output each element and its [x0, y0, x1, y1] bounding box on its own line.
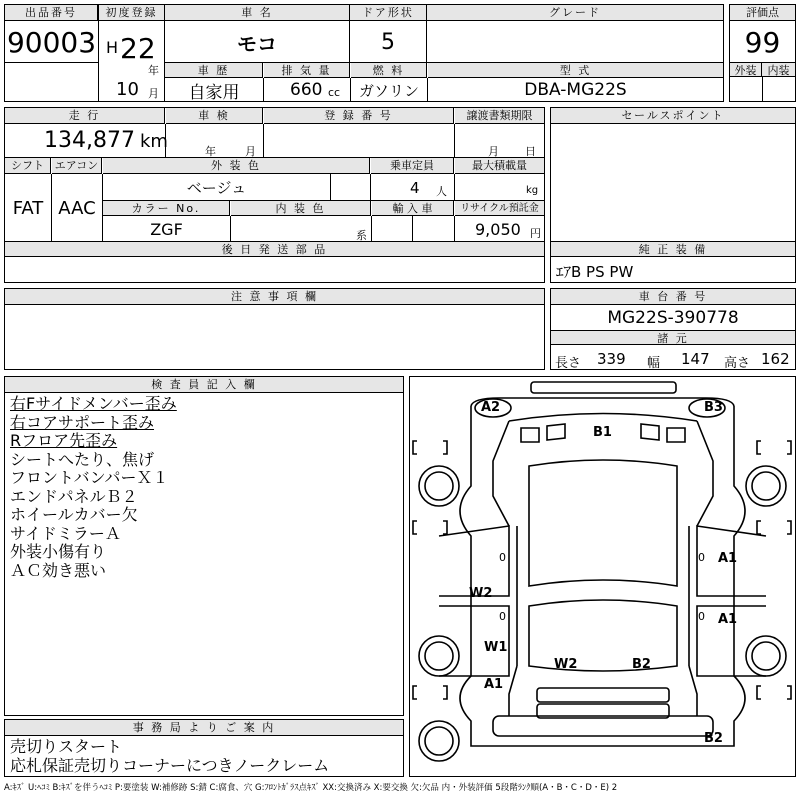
- import-sub: [412, 216, 413, 241]
- score-label: 評価点: [730, 5, 795, 21]
- later-parts-label: 後 日 発 送 部 品: [5, 242, 544, 257]
- import-label: 輸 入 車: [372, 201, 454, 216]
- inspector-line: サイドミラーＡ: [10, 523, 121, 543]
- mileage: 134,877: [44, 128, 135, 153]
- displacement-unit: cc: [328, 86, 341, 99]
- inspector-lines: [10, 395, 400, 580]
- lot-no: 90003: [6, 25, 97, 59]
- aircon-label: エアコン: [52, 158, 102, 174]
- color-no-right: [230, 216, 231, 241]
- mark-zero-3: 0: [499, 610, 506, 623]
- first-reg-year: 22: [120, 32, 156, 65]
- insp-month-unit: 月: [245, 145, 256, 158]
- height-label: 高さ: [724, 356, 751, 371]
- ext-color-right: [370, 174, 371, 200]
- transfer-label: 譲渡書類期限: [455, 108, 544, 124]
- notes-label: 注 意 事 項 欄: [5, 289, 544, 305]
- inspector-line: ＡＣ効き悪い: [10, 560, 107, 580]
- ext-color-label: 外 装 色: [103, 158, 370, 174]
- mark-w2-left: W2: [469, 586, 493, 601]
- sales-point-label: セールスポイント: [551, 108, 795, 124]
- interior-label: 内装: [762, 62, 795, 77]
- mileage-unit: km: [140, 131, 168, 152]
- shift: FAT: [12, 197, 44, 219]
- inspector-line: 外装小傷有り: [10, 542, 107, 561]
- mark-zero-4: 0: [698, 610, 705, 623]
- recycle: 9,050: [475, 220, 521, 239]
- genuine-label: 純 正 装 備: [551, 242, 795, 257]
- inspection-right: [263, 124, 264, 157]
- office-label: 事 務 局 よ り ご 案 内: [5, 720, 403, 736]
- int-color-label: 内 装 色: [231, 201, 371, 216]
- score-sub-divider: [762, 77, 763, 101]
- recycle-unit: 円: [530, 227, 541, 240]
- history-label: 車 歴: [165, 63, 263, 78]
- car-name: モコ: [237, 31, 277, 56]
- length-label: 長さ: [555, 356, 582, 371]
- capacity-unit: 人: [436, 185, 447, 198]
- mark-b1: B1: [593, 425, 612, 440]
- insp-year-unit: 年: [205, 145, 216, 158]
- inspector-line: エンドパネルＢ２: [10, 486, 138, 506]
- ext-color-sub: [330, 174, 331, 200]
- lot-divider: [5, 62, 98, 63]
- int-color-unit: 系: [356, 229, 367, 242]
- lot-no-label: 出品番号: [5, 5, 98, 21]
- transfer-month: 月: [488, 145, 499, 158]
- displacement: 660: [290, 80, 323, 100]
- mark-b2-bottom: B2: [704, 731, 723, 746]
- model-label: 型 式: [428, 63, 723, 78]
- mileage-label: 走 行: [5, 108, 165, 124]
- mark-a1-rr: A1: [718, 612, 738, 627]
- mark-a1-left: A1: [484, 677, 504, 692]
- mark-w2-rear: W2: [554, 657, 578, 672]
- inspector-line: シートへたり、焦げ: [10, 449, 155, 469]
- inspector-line: フロントバンパーＸ１: [10, 468, 169, 487]
- width-label: 幅: [647, 356, 661, 371]
- aircon: AAC: [58, 197, 96, 219]
- doors: 5: [381, 29, 395, 55]
- door-label: ドア形状: [350, 5, 426, 21]
- width: 147: [681, 350, 710, 368]
- mark-b3: B3: [704, 400, 723, 415]
- displacement-label: 排 気 量: [264, 63, 350, 78]
- legend: A:ｷｽﾞ U:ﾍｺﾐ B:ｷｽﾞを伴うﾍｺﾐ P:要塗装 W:補修跡 S:錆 C:腐食、穴 G:ﾌﾛﾝﾄｶﾞﾗｽ点ｷｽﾞ XX:交換済み X:要交換 欠:欠品 内・外装評価 5段階ﾗﾝｸ順(A・B・C・D・E) 2: [4, 783, 618, 793]
- import-right: [454, 216, 455, 241]
- capacity-right: [454, 174, 455, 200]
- transfer-day: 日: [525, 145, 536, 158]
- chassis-label: 車 台 番 号: [551, 289, 795, 305]
- first-reg-label: 初度登録: [99, 5, 164, 21]
- mark-b2-rear: B2: [632, 657, 651, 672]
- office-line: 応札保証売切りコーナーにつきノークレーム: [10, 756, 330, 775]
- history-right-border: [263, 78, 264, 101]
- length: 339: [597, 350, 626, 368]
- inspection-label: 車 検: [166, 108, 263, 124]
- history: 自家用: [188, 82, 240, 103]
- specs-label: 諸 元: [551, 330, 795, 345]
- shift-label: シフト: [5, 158, 51, 174]
- inspector-line: 右Fサイドメンバー歪み: [10, 394, 177, 413]
- grade-label: グレード: [427, 5, 723, 21]
- chassis-number: MG22S-390778: [607, 308, 739, 328]
- recycle-label: リサイクル預託金: [455, 201, 544, 216]
- office-line: 売切りスタート: [10, 737, 123, 756]
- genuine: ｴｱB PS PW: [556, 263, 634, 281]
- grade: [427, 22, 723, 62]
- first-reg-month-unit: 月: [148, 87, 159, 100]
- inspector-line: 右コアサポート歪み: [10, 412, 155, 432]
- exterior-label: 外装: [730, 62, 762, 77]
- reg-no-label: 登 録 番 号: [264, 108, 454, 124]
- shift-vline: [51, 174, 52, 241]
- first-reg-era: H: [106, 38, 119, 57]
- inspector-line: ホイールカバー欠: [10, 505, 138, 524]
- first-reg-month: 10: [116, 79, 139, 100]
- inspector-label: 検 査 員 記 入 欄: [5, 377, 403, 393]
- score: 99: [744, 25, 781, 59]
- mark-zero-1: 0: [499, 551, 506, 564]
- mark-zero-2: 0: [698, 551, 705, 564]
- reg-no-right: [454, 124, 455, 157]
- capacity: 4: [410, 179, 420, 197]
- mark-a2: A2: [481, 400, 501, 415]
- color-no: ZGF: [150, 219, 183, 239]
- mark-a1-rf: A1: [718, 551, 738, 566]
- mileage-right: [165, 124, 166, 157]
- car-name-label: 車 名: [165, 5, 349, 21]
- fuel: ガソリン: [358, 81, 419, 100]
- height: 162: [761, 350, 790, 368]
- color-no-label: カラー No.: [103, 201, 230, 216]
- ext-color: ベージュ: [186, 178, 247, 197]
- inspector-line: Rフロア先歪み: [10, 431, 118, 450]
- max-load-label: 最大積載量: [455, 158, 544, 174]
- capacity-label: 乗車定員: [371, 158, 454, 174]
- first-reg-year-unit: 年: [148, 64, 159, 77]
- model: DBA-MG22S: [524, 80, 627, 100]
- fuel-label: 燃 料: [351, 63, 427, 78]
- max-load-unit: kg: [526, 185, 539, 196]
- int-color-right: [371, 216, 372, 241]
- mark-w1: W1: [484, 640, 508, 655]
